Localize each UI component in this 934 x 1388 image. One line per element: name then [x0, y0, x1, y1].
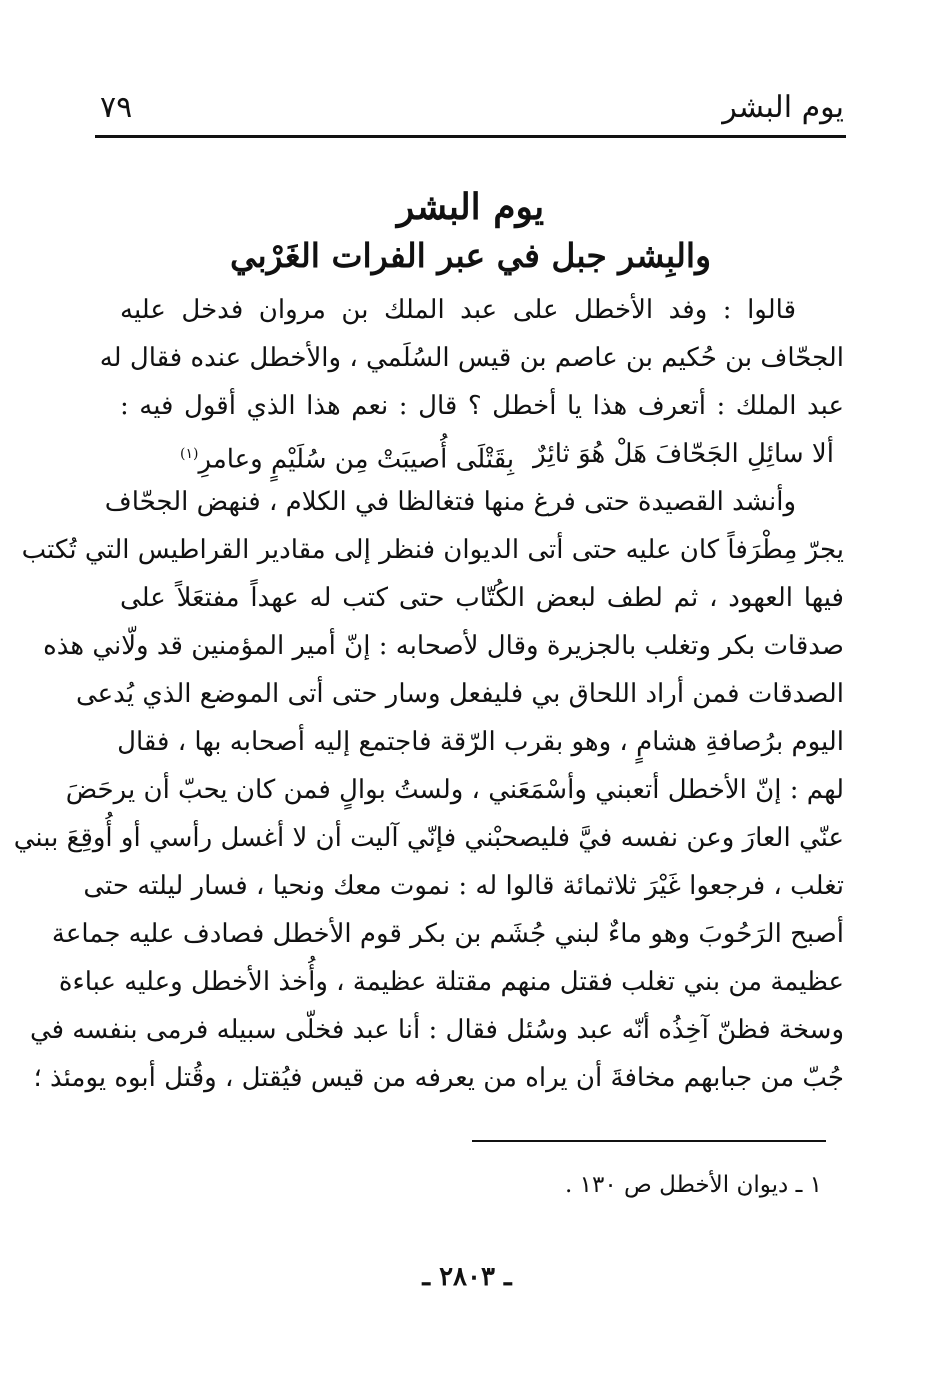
body-line: قالوا : وفد الأخطل على عبد الملك بن مروان فدخل عليه: [120, 295, 796, 325]
verse-second-hemistich-wrapper: [180, 432, 514, 482]
body-line: اليوم برُصافةِ هشامٍ ، وهو بقرب الرّقة فاجتمع إليه أصحابه بها ، فقال: [117, 727, 844, 757]
body-line: عنّي العارَ وعن نفسه فيَّ فليصحبْني فإنّي آليت أن لا أغسل رأسي أو أُوقِعَ ببني: [13, 823, 844, 853]
verse-first-hemistich: ألا سائِلِ الجَحّافَ هَلْ هُوَ ثائِرٌ: [533, 439, 834, 469]
body-line: وأنشد القصيدة حتى فرغ منها فتغالظا في الكلام ، فنهض الجحّاف: [104, 487, 796, 517]
chapter-subtitle: والبِشر جبل في عبر الفرات الغَرْبي: [229, 236, 712, 275]
verse-second-hemistich: بِقَتْلَى أُصيبَتْ مِن سُلَيْمٍ وعامرِ: [198, 444, 515, 475]
footer-page-number: ـ ٢٨٠٣ ـ: [422, 1262, 512, 1292]
body-line: عظيمة من بني تغلب فقتل منهم مقتلة عظيمة ، وأُخذ الأخطل وعليه عباءة: [58, 967, 844, 997]
header-rule: [95, 135, 846, 138]
footnote: ١ ـ ديوان الأخطل ص ١٣٠ .: [565, 1172, 822, 1198]
body-line: وسخة فظنّ آخِذُه أنّه عبد وسُئل فقال : أنا عبد فخلّى سبيله فرمى بنفسه في: [29, 1015, 844, 1045]
body-line: صدقات بكر وتغلب بالجزيرة وقال لأصحابه : إنّ أمير المؤمنين قد ولّاني هذه: [43, 631, 844, 661]
footnote-rule: [472, 1140, 826, 1142]
body-line: عبد الملك : أتعرف هذا يا أخطل ؟ قال : نعم هذا الذي أقول فيه :: [120, 391, 844, 421]
body-line: فيها العهود ، ثم لطف لبعض الكُتّاب حتى كتب له عهداً مفتعَلاً على: [120, 583, 844, 613]
body-line: الصدقات فمن أراد اللحاق بي فليفعل وسار حتى أتى الموضع الذي يُدعى: [76, 679, 844, 709]
body-line: أصبح الرَحُوبَ وهو ماءٌ لبني جُشَم بن بكر قوم الأخطل فصادف عليه جماعة: [51, 919, 844, 949]
poetry-verse: [120, 432, 834, 476]
chapter-title: يوم البشر: [396, 186, 545, 228]
footnote-marker: (١): [180, 446, 199, 462]
body-line: يجرّ مِطْرَفاً كان عليه حتى أتى الديوان فنظر إلى مقادير القراطيس التي تُكتب: [21, 535, 844, 565]
body-line: لهم : إنّ الأخطل أتعبني وأسْمَعَني ، ولستُ بوالٍ فمن كان يحبّ أن يرحَضَ: [65, 775, 844, 805]
header-page-number: ٧٩: [100, 90, 133, 125]
body-line: تغلب ، فرجعوا غَيْرَ ثلاثمائة قالوا له : نموت معك ونحيا ، فسار ليلته حتى: [83, 871, 844, 901]
running-title: يوم البشر: [722, 90, 844, 125]
body-line: الجحّاف بن حُكيم بن عاصم بن قيس السُلَمي ، والأخطل عنده فقال له: [99, 343, 844, 373]
body-line: جُبّ من جبابهم مخافةَ أن يراه من يعرفه من قيس فيُقتل ، وقُتل أبوه يومئذ ؛: [33, 1063, 844, 1093]
